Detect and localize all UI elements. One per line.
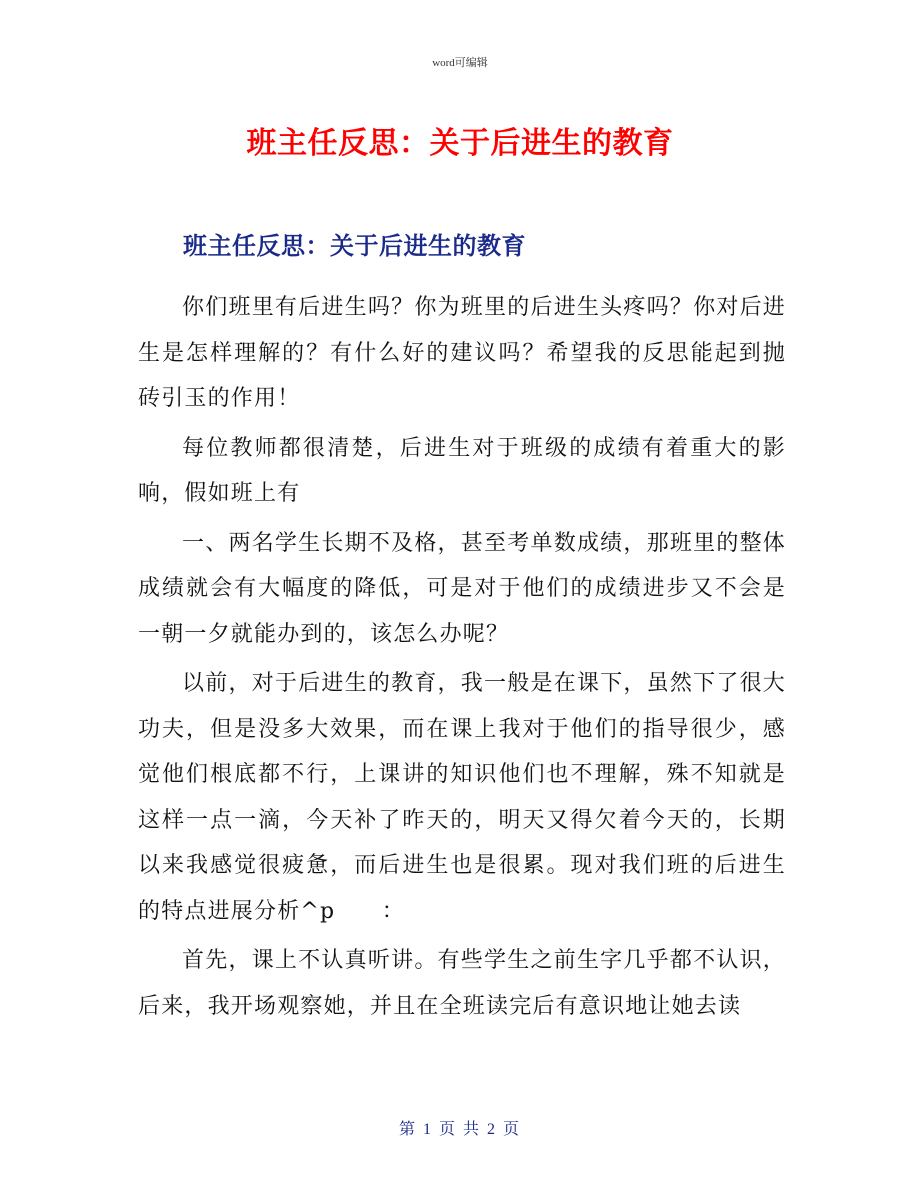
section-title: 班主任反思：关于后进生的教育 (183, 232, 526, 260)
paragraph: 首先，课上不认真听讲。有些学生之前生字几乎都不认识，后来，我开场观察她，并且在全班读完后有意识地让她去读 (138, 948, 786, 1019)
document-body (138, 285, 786, 1033)
document-title: 班主任反思：关于后进生的教育 (246, 126, 674, 161)
paragraph: 以前，对于后进生的教育，我一般是在课下，虽然下了很大功夫，但是没多大效果，而在课上我对于他们的指导很少，感觉他们根底都不行，上课讲的知识他们也不理解，殊不知就是这样一点一滴，今天补了昨天的，明天又得欠着今天的，长期以来我感觉很疲惫，而后进生也是很累。现对我们班的后进生的特点进展分析^p ： (138, 671, 786, 924)
page-number: 第 1 页 共 2 页 (398, 1121, 521, 1138)
header-note: word可编辑 (432, 57, 488, 69)
paragraph: 你们班里有后进生吗？你为班里的后进生头疼吗？你对后进生是怎样理解的？有什么好的建议吗？希望我的反思能起到抛砖引玉的作用！ (138, 295, 786, 411)
paragraph: 每位教师都很清楚，后进生对于班级的成绩有着重大的影响，假如班上有 (138, 435, 786, 506)
paragraph: 一、两名学生长期不及格，甚至考单数成绩，那班里的整体成绩就会有大幅度的降低，可是对于他们的成绩进步又不会是一朝一夕就能办到的，该怎么办呢？ (138, 530, 786, 647)
